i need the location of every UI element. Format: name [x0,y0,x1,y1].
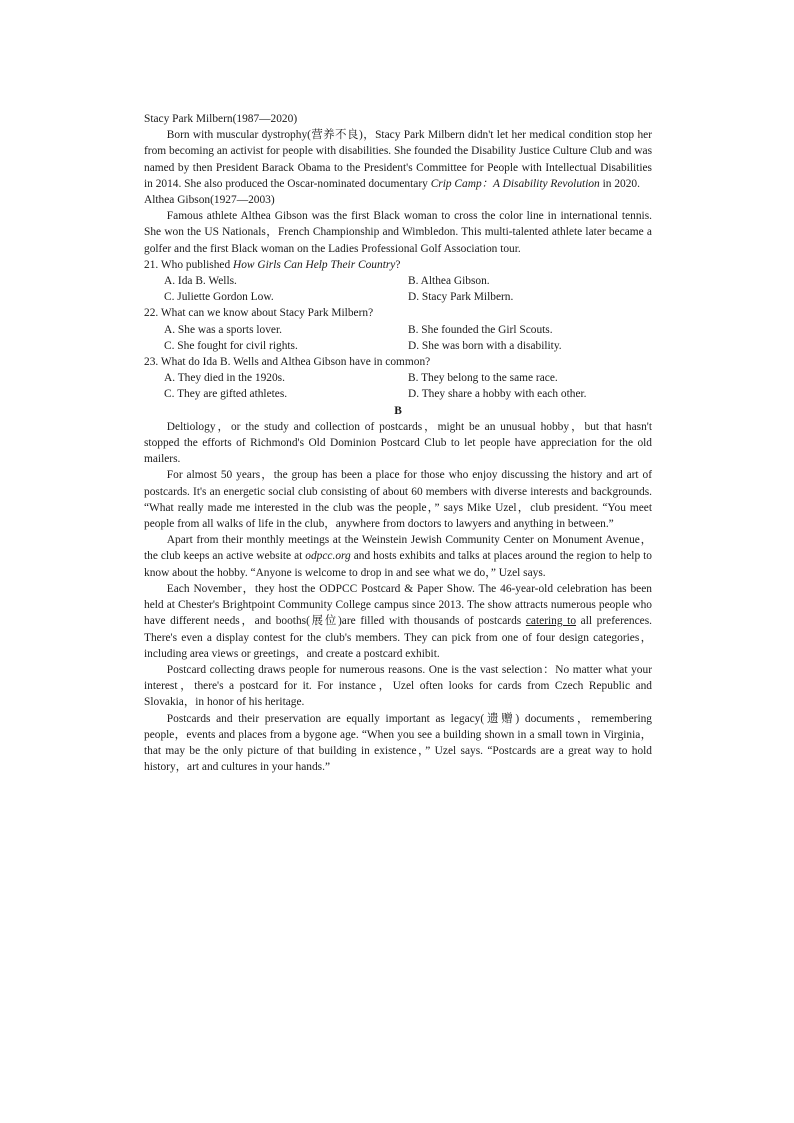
milbern-bio [144,127,652,192]
documentary-title: Crip Camp：A Disability Revolution [430,177,600,190]
milbern-bio-text: Born with muscular dystrophy(营养不良)，Stacy Park Milbern didn't let her medical condition stop her from becoming an activist for people with disabilities. She founded the Disability Justice Culture Club and was named by then President Barack Obama to the President's Committee for People with Intellectual Disabilities in 2014. She also produced the Oscar-nominated documentary [144,129,652,190]
paragraph-text-end: all preferences. There's even a display contest for the club's members. They can pick from one of four design categories，including area views or greetings，and create a postcard exhibit. [144,615,653,660]
option-b[interactable]: B. She founded the Girl Scouts. [408,323,553,336]
book-title: How Girls Can Help Their Country [233,258,396,271]
passage-b-paragraph-2: For almost 50 years，the group has been a place for those who enjoy discussing the history and art of postcards. It's an energetic social club consisting of about 60 members with diverse interests and backgrounds. “What really made me interested in the club was the people，” says Mike Uzel，club president. “You meet people from all walks of life in the club，anywhere from doctors to lawyers and anything in between.” [144,469,652,531]
underlined-phrase: catering to [525,615,577,628]
option-d[interactable]: D. They share a hobby with each other. [408,388,587,401]
question-stem: 22. What can we know about Stacy Park Milbern? [144,307,374,320]
gibson-heading: Althea Gibson(1927—2003) [144,194,275,207]
options [144,273,652,305]
question-stem [144,257,652,273]
option-d[interactable]: D. She was born with a disability. [408,339,562,352]
question-22 [144,305,652,354]
stem-text: 21. Who published [144,258,234,271]
gibson-bio: Famous athlete Althea Gibson was the first Black woman to cross the color line in international tennis. She won the US Nationals，French Championship and Wimbledon. This multi-talented athlete later became a golfer and the first Black woman on the Ladies Professional Golf Association tour. [144,210,652,255]
section-b-label: B [394,404,402,417]
website-name: odpcc.org [305,550,351,563]
passage-b-paragraph-6: Postcards and their preservation are equally important as legacy(遗赠) documents，remembering people，events and places from a bygone age. “When you see a building shown in a small town in Virginia，that may be the only picture of that building in existence，” Uzel says. “Postcards are a great way to hold history，art and cultures in your hands.” [144,712,652,774]
question-21 [144,257,652,306]
options [144,370,652,402]
option-a[interactable]: A. Ida B. Wells. [164,275,237,288]
options [144,322,652,354]
milbern-bio-end: in 2020. [599,177,640,190]
option-a[interactable]: A. She was a sports lover. [164,323,283,336]
exam-page [144,111,652,775]
option-c[interactable]: C. She fought for civil rights. [164,339,298,352]
option-c[interactable]: C. They are gifted athletes. [164,388,288,401]
paragraph-text: Each November，they host the ODPCC Postcard & Paper Show. The 46-year-old celebration has been held at Chester's Brightpoint Community College campus since 2013. The show attracts numerous people who have different needs，and booths(展位)are filled with thousands of postcards [144,582,652,628]
option-a[interactable]: A. They died in the 1920s. [164,372,285,385]
option-c[interactable]: C. Juliette Gordon Low. [164,291,274,304]
option-d[interactable]: D. Stacy Park Milbern. [408,291,514,304]
paragraph-text: Apart from their monthly meetings at the Weinstein Jewish Community Center on Monument Avenue，the club keeps an active website at [144,534,652,563]
milbern-heading: Stacy Park Milbern(1987—2020) [144,113,298,125]
option-b[interactable]: B. They belong to the same race. [408,372,558,385]
option-b[interactable]: B. Althea Gibson. [408,275,490,288]
question-stem: 23. What do Ida B. Wells and Althea Gibson have in common? [144,356,431,369]
passage-b-paragraph-5: Postcard collecting draws people for numerous reasons. One is the vast selection：No matter what your interest，there's a postcard for it. For instance，Uzel often looks for cards from Czech Republic and Slovakia，in honor of his heritage. [144,663,652,709]
passage-b-paragraph-1: Deltiology，or the study and collection of postcards，might be an unusual hobby，but that hasn't stopped the efforts of Richmond's Old Dominion Postcard Club to let people have appreciation for the old mailers. [144,420,652,466]
paragraph-text-end: and hosts exhibits and talks at places around the region to help to know about the hobby. “Anyone is welcome to drop in and see what we do，” Uzel says. [144,550,653,579]
passage-b-paragraph-4 [144,581,652,662]
passage-b-paragraph-3 [144,532,652,581]
question-23 [144,354,652,403]
stem-end: ? [395,258,401,271]
